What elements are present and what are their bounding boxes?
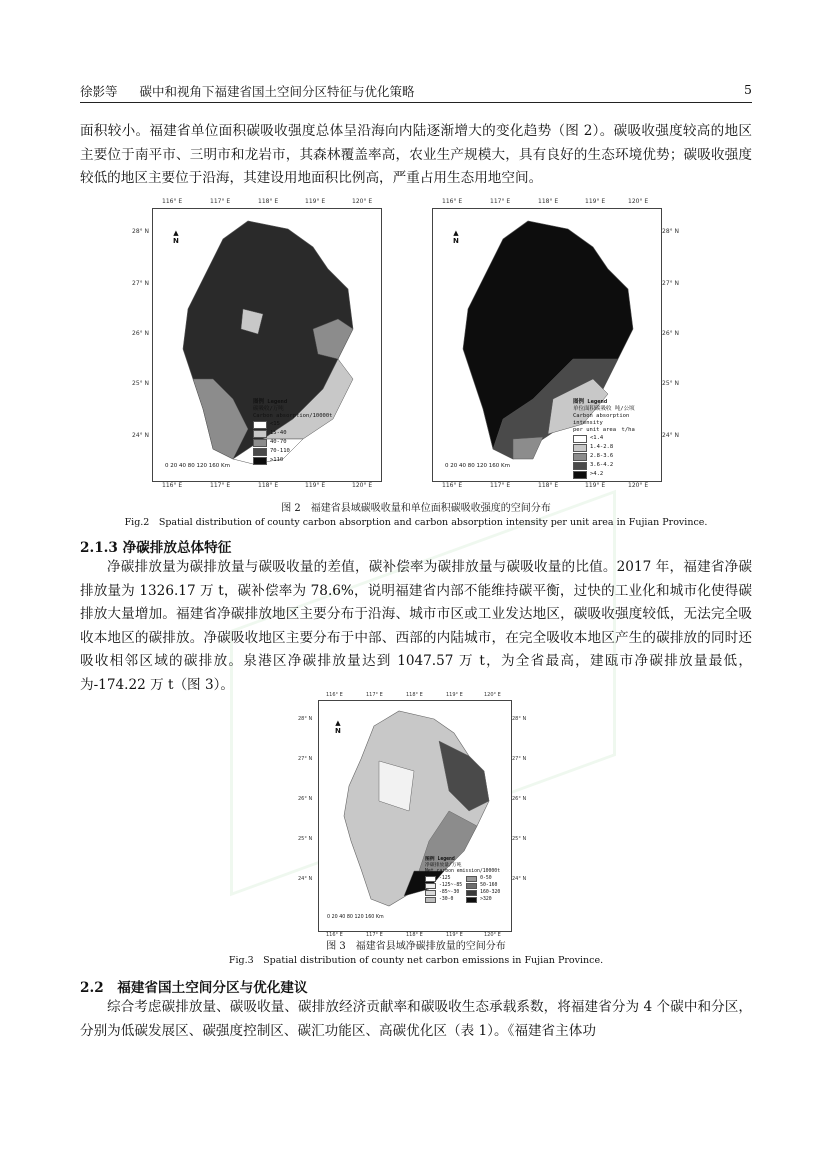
fig2b-legend: 图例 Legend 单位面积碳吸收 吨/公顷 Carbon absorption intensity per unit area t/ha <1.4 1.4-2.8 2.8-3.6 3.6-4.2 >4.2 (573, 399, 635, 477)
lat-tick: 28° N (512, 716, 527, 722)
fig2b-scale-bar: 0 20 40 80 120 160 Km (445, 463, 510, 469)
lon-tick: 118° E (538, 198, 559, 205)
lon-tick: 117° E (490, 482, 511, 489)
lat-tick: 24° N (298, 876, 313, 882)
lon-tick: 119° E (446, 932, 463, 938)
lat-tick: 25° N (662, 380, 680, 387)
paragraph-3: 综合考虑碳排放量、碳吸收量、碳排放经济贡献率和碳吸收生态承载系数，将福建省分为 4 个碳中和分区，分别为低碳发展区、碳强度控制区、碳汇功能区、高碳优化区（表 1）。《福建省主体功 (80, 999, 752, 1039)
lon-tick: 119° E (446, 692, 463, 698)
header-authors: 徐影等 (80, 84, 118, 99)
lon-tick: 116° E (326, 932, 343, 938)
lon-tick: 118° E (538, 482, 559, 489)
lon-tick: 116° E (442, 482, 463, 489)
lat-tick: 25° N (298, 836, 313, 842)
lon-tick: 116° E (326, 692, 343, 698)
fig2a-scale-bar: 0 20 40 80 120 160 Km (165, 463, 230, 469)
north-arrow-icon: ▲ N (453, 229, 459, 245)
running-header (80, 82, 752, 100)
lat-tick: 27° N (662, 280, 680, 287)
section-2-1-3-heading: 2.1.3 净碳排放总体特征 (80, 540, 232, 556)
fig2a-legend: 图例 Legend 碳吸收/万吨 Carbon absorption/10000t <15 15-40 40-70 70-110 >110 (253, 399, 333, 463)
section-2-2-heading: 2.2 福建省国土空间分区与优化建议 (80, 980, 308, 996)
paragraph-1: 面积较小。福建省单位面积碳吸收强度总体呈沿海向内陆逐渐增大的变化趋势（图 2）。碳吸收强度较高的地区主要位于南平市、三明市和龙岩市，其森林覆盖率高，农业生产规模大，具有良好的生态环境优势；碳吸收强度较低的地区主要位于沿海，其建设用地面积比例高，严重占用生态用地空间。 (80, 123, 752, 186)
north-arrow-icon: ▲ N (335, 719, 341, 735)
page-number: 5 (744, 82, 752, 97)
lon-tick: 117° E (366, 932, 383, 938)
lon-tick: 116° E (162, 482, 183, 489)
lat-tick: 26° N (662, 330, 680, 337)
lat-tick: 27° N (132, 280, 150, 287)
lon-tick: 120° E (352, 482, 373, 489)
lon-tick: 117° E (366, 692, 383, 698)
lon-tick: 116° E (162, 198, 183, 205)
lon-tick: 120° E (484, 932, 501, 938)
lat-tick: 28° N (132, 228, 150, 235)
fig2-map-absorption-intensity (432, 208, 662, 482)
lat-tick: 24° N (662, 432, 680, 439)
lon-tick: 116° E (442, 198, 463, 205)
fig2-caption: 图 2 福建省县域碳吸收量和单位面积碳吸收强度的空间分布 Fig.2 Spatial distribution of county carbon absorption and carbon absorption intensity per unit area in Fujian Province. (124, 503, 708, 528)
lon-tick: 120° E (628, 482, 649, 489)
fig3-caption: 图 3 福建省县域净碳排放量的空间分布 Fig.3 Spatial distribution of county net carbon emissions in Fujian Province. (228, 941, 604, 966)
lat-tick: 25° N (132, 380, 150, 387)
north-arrow-icon: ▲ N (173, 229, 179, 245)
lat-tick: 27° N (298, 756, 313, 762)
lon-tick: 118° E (406, 932, 423, 938)
lat-tick: 25° N (512, 836, 527, 842)
lat-tick: 28° N (662, 228, 680, 235)
fig3-legend: 图例 Legend 净碳排放量/万吨 Net carbon emission/10000t -125 -125~-85 -85~-30 -30-0 0-50 50-160 160-320 >320 (425, 857, 501, 902)
lon-tick: 117° E (210, 482, 231, 489)
lon-tick: 119° E (585, 482, 606, 489)
header-rule (80, 102, 752, 103)
lat-tick: 24° N (512, 876, 527, 882)
lat-tick: 28° N (298, 716, 313, 722)
lon-tick: 119° E (305, 198, 326, 205)
fig2-map-carbon-absorption (152, 208, 382, 482)
lat-tick: 27° N (512, 756, 527, 762)
paragraph-2: 净碳排放量为碳排放量与碳吸收量的差值，碳补偿率为碳排放量与碳吸收量的比值。2017 年，福建省净碳排放量为 1326.17 万 t，碳补偿率为 78.6%，说明福建省内部不能维持碳平衡，过快的工业化和城市化使得碳排放大量增加。福建省净碳排放地区主要分布于沿海、城市市区或工业发达地区，碳吸收强度较低，无法完全吸收本地区的碳排放。净碳吸收地区主要分布于中部、西部的内陆城市，在完全吸收本地区产生的碳排放的同时还吸收相邻区域的碳排放。泉港区净碳排放量达到 1047.57 万 t，为全省最高，建瓯市净碳排放量最低，为-174.22 万 t（图 3）。 (80, 559, 752, 693)
lon-tick: 119° E (585, 198, 606, 205)
lon-tick: 117° E (490, 198, 511, 205)
lon-tick: 117° E (210, 198, 231, 205)
fig3-scale-bar: 0 20 40 80 120 160 Km (327, 915, 384, 920)
lon-tick: 120° E (484, 692, 501, 698)
lat-tick: 26° N (512, 796, 527, 802)
lat-tick: 26° N (298, 796, 313, 802)
lon-tick: 118° E (406, 692, 423, 698)
lat-tick: 26° N (132, 330, 150, 337)
lon-tick: 118° E (258, 198, 279, 205)
lat-tick: 24° N (132, 432, 150, 439)
lon-tick: 120° E (352, 198, 373, 205)
lon-tick: 118° E (258, 482, 279, 489)
lon-tick: 119° E (305, 482, 326, 489)
header-title: 碳中和视角下福建省国土空间分区特征与优化策略 (139, 84, 415, 99)
lon-tick: 120° E (628, 198, 649, 205)
fig3-map-net-emission (318, 700, 512, 932)
